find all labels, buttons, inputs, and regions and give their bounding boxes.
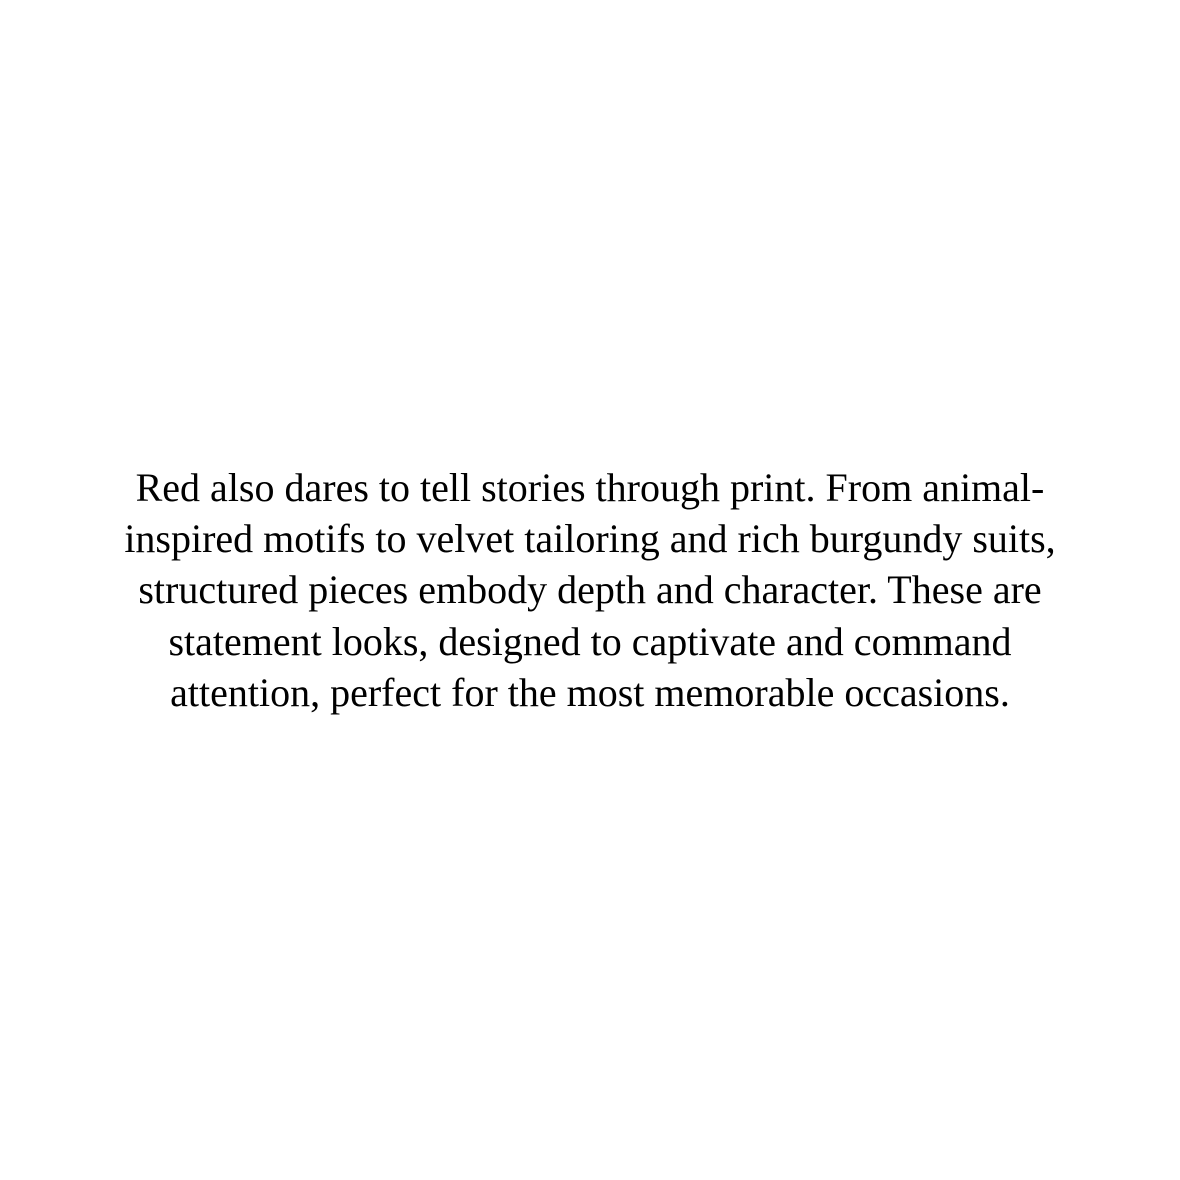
paragraph-text: Red also dares to tell stories through print. From animal-inspired motifs to velvet tailoring and rich burgundy suits, structured pieces embody depth and character. These are statement looks, designed to captivate and command attention, perfect for the most memorable occasions.: [124, 465, 1056, 715]
content-area: [0, 462, 1180, 718]
